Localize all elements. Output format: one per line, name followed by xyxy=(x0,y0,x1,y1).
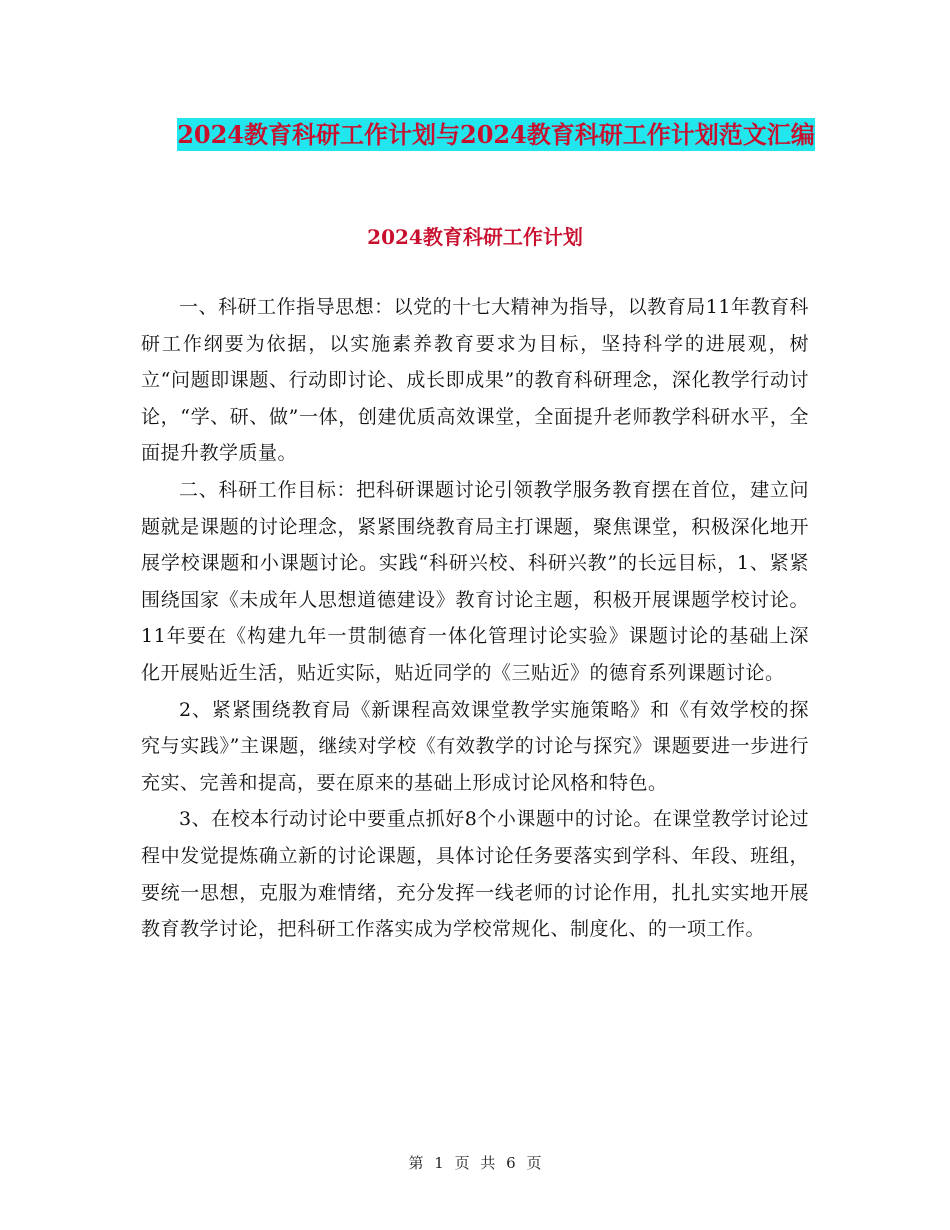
section-title: 2024教育科研工作计划 xyxy=(367,225,583,249)
document-body xyxy=(141,289,809,948)
paragraph-item-3: 3、在校本行动讨论中要重点抓好8个小课题中的讨论。在课堂教学讨论过程中发觉提炼确立新的讨论课题，具体讨论任务要落实到学科、年段、班组，要统一思想，克服为难情绪，充分发挥一线老师的讨论作用，扎扎实实地开展教育教学讨论，把科研工作落实成为学校常规化、制度化、的一项工作。 xyxy=(141,808,809,941)
paragraph-guiding-ideology: 一、科研工作指导思想：以党的十七大精神为指导，以教育局11年教育科研工作纲要为依据，以实施素养教育要求为目标，坚持科学的进展观，树立“问题即课题、行动即讨论、成长即成果”的教育科研理念，深化教学行动讨论，“学、研、做”一体，创建优质高效课堂，全面提升老师教学科研水平，全面提升教学质量。 xyxy=(141,296,809,465)
paragraph-item-2: 2、紧紧围绕教育局《新课程高效课堂教学实施策略》和《有效学校的探究与实践》”主课题，继续对学校《有效教学的讨论与探究》课题要进一步进行充实、完善和提高，要在原来的基础上形成讨论风格和特色。 xyxy=(141,698,809,794)
paragraph-research-goals: 二、科研工作目标：把科研课题讨论引领教学服务教育摆在首位，建立问题就是课题的讨论理念，紧紧围绕教育局主打课题，聚焦课堂，积极深化地开展学校课题和小课题讨论。实践“科研兴校、科研兴教”的长远目标，1、紧紧围绕国家《未成年人思想道德建设》教育讨论主题，积极开展课题学校讨论。11年要在《构建九年一贯制德育一体化管理讨论实验》课题讨论的基础上深化开展贴近生活，贴近实际，贴近同学的《三贴近》的德育系列课题讨论。 xyxy=(141,478,809,684)
document-title-text: 2024教育科研工作计划与2024教育科研工作计划范文汇编 xyxy=(177,120,815,149)
document-title xyxy=(140,112,852,158)
page-footer: 第 1 页 共 6 页 xyxy=(408,1154,542,1172)
